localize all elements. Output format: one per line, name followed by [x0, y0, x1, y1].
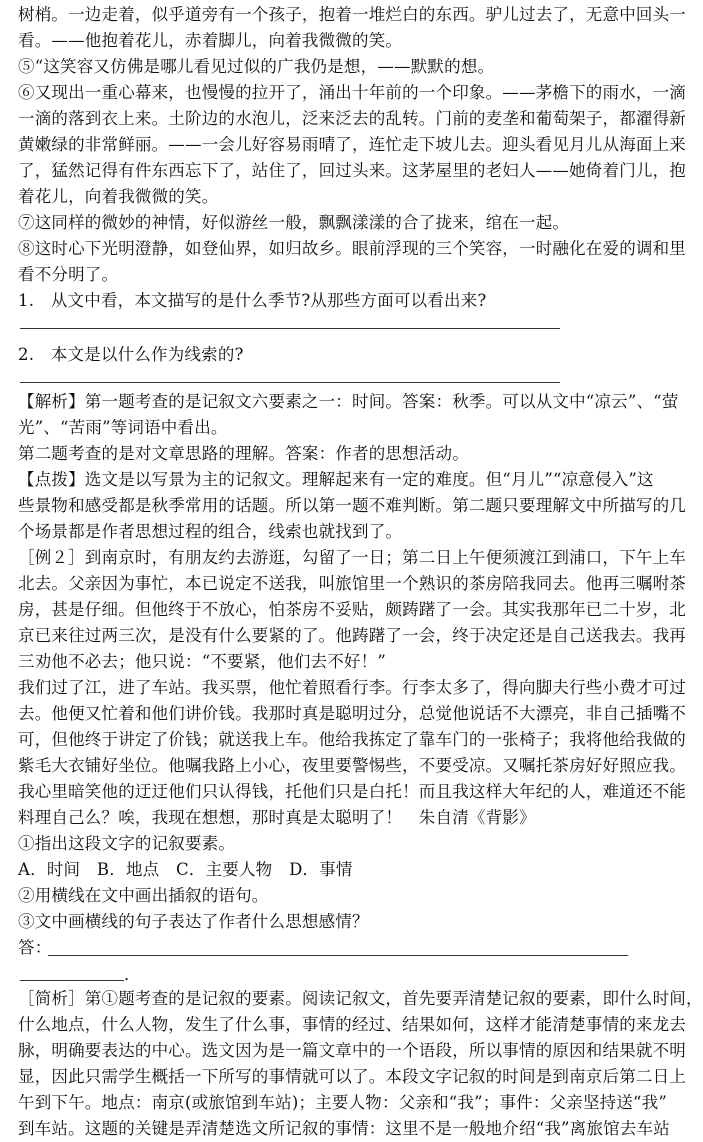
example-text: 可，但他终于讲定了价钱；就送我上车。他给我拣定了靠车门的一张椅子；我将他给我做的 — [18, 730, 686, 749]
text-line: 树梢。一边走着，似乎道旁有一个孩子，抱着一堆烂白的东西。驴儿过去了，无意中回头一 — [18, 5, 686, 24]
example-text: 房，甚是仔细。但他终于不放心，怕茶房不妥贴，颇踌躇了一会。其实我那年已二十岁，北 — [18, 600, 686, 619]
analysis-text: 第二题考查的是对文章思路的理解。答案：作者的思想活动。 — [18, 444, 469, 463]
text-line: 一滴的落到衣上来。土阶边的水泡儿，泛来泛去的乱转。门前的麦垄和葡萄架子，都濯得新 — [18, 109, 686, 128]
question-item: ③文中画横线的句子表达了作者什么思想感情？ — [18, 912, 369, 931]
example-text: 京已来往过两三次，是没有什么要紧的了。他踌躇了一会，终于决定还是自己送我去。我再 — [18, 626, 686, 645]
text-line: ⑤“这笑容又仿佛是哪儿看见过似的广我仍是想，——默默的想。 — [18, 57, 495, 76]
answer-blank-line — [48, 955, 628, 956]
answer-blank-line — [20, 980, 124, 981]
brief-analysis-text: 什么地点，什么人物，发生了什么事，事情的经过、结果如何，这样才能清楚事情的来龙去 — [18, 1015, 686, 1034]
text-line: 看。——他抱着花儿，赤着脚儿，向着我微微的笑。 — [18, 31, 403, 50]
example-text: 紫毛大衣铺好坐位。他嘱我路上小心，夜里要警惕些，不要受凉。又嘱托茶房好好照应我。 — [18, 756, 686, 775]
brief-analysis-text: ［简析］第①题考查的是记叙的要素。阅读记叙文，首先要弄清楚记叙的要素，即什么时间， — [18, 989, 703, 1008]
answer-blank-line — [20, 382, 560, 383]
text-line: 着花儿，向着我微微的笑。 — [18, 187, 219, 206]
tip-text: 个场景都是作者思想过程的组合，线索也就找到了。 — [18, 522, 403, 541]
tip-text: 些景物和感受都是秋季常用的话题。所以第一题不难判断。第二题只要理解文中所描写的几 — [18, 496, 686, 515]
brief-analysis-text: 脉，明确要表达的中心。选文因为是一篇文章中的一个语段，所以事情的原因和结果就不明 — [18, 1041, 686, 1060]
example-text: 去。他便又忙着和他们讲价钱。我那时真是聪明过分，总觉他说话不大漂亮，非自己插嘴不 — [18, 704, 686, 723]
text-line: ⑥又现出一重心幕来，也慢慢的拉开了，涌出十年前的一个印象。——茅檐下的雨水，一滴 — [18, 83, 686, 102]
question-1: 1. 从文中看，本文描写的是什么季节?从那些方面可以看出来? — [18, 291, 487, 310]
text-line: 了，猛然记得有件东西忘下了，站住了，回过头来。这茅屋里的老妇人——她倚着门儿，抱 — [18, 161, 686, 180]
analysis-text: 光”、“苦雨”等词语中看出。 — [18, 418, 228, 437]
brief-analysis-text: 午到下午。地点：南京(或旅馆到车站)；主要人物：父亲和“我”；事件：父亲坚持送“我” — [18, 1093, 668, 1112]
answer-blank-line — [20, 328, 560, 329]
brief-analysis-text: 显，因此只需学生概括一下所写的事情就可以了。本段文字记叙的时间是到南京后第二日上 — [18, 1067, 686, 1086]
brief-analysis-text: 到车站。这题的关键是弄清楚选文所记叙的事情：这里不是一般地介绍“我”离旅馆去车站 — [18, 1119, 670, 1138]
answer-end-period: ． — [124, 965, 141, 984]
question-2: 2. 本文是以什么作为线索的? — [18, 345, 244, 364]
option-list: A．时间 B．地点 C．主要人物 D．事情 — [18, 860, 353, 879]
analysis-text: 【解析】第一题考查的是记叙文六要素之一：时间。答案：秋季。可以从文中“凉云”、“萤 — [18, 392, 679, 411]
text-line: ⑦这同样的微妙的神情，好似游丝一般，飘飘漾漾的合了拢来，绾在一起。 — [18, 213, 570, 232]
example-text: 三劝他不必去；他只说：“不要紧，他们去不好！” — [18, 652, 386, 671]
example-text: 我们过了江，进了车站。我买票，他忙着照看行李。行李太多了，得向脚夫行些小费才可过 — [18, 678, 686, 697]
text-line: 黄嫩绿的非常鲜丽。——一会儿好容易雨晴了，连忙走下坡儿去。迎头看见月儿从海面上来 — [18, 135, 686, 154]
example-text: 料理自己么？唉，我现在想想，那时真是太聪明了！ 朱自清《背影》 — [18, 808, 536, 827]
answer-label: 答： — [18, 938, 52, 957]
example-text: 北去。父亲因为事忙，本已说定不送我，叫旅馆里一个熟识的茶房陪我同去。他再三嘱咐茶 — [18, 574, 686, 593]
example-text: 我心里暗笑他的迂迂他们只认得钱，托他们只是白托！而且我这样大年纪的人，难道还不能 — [18, 782, 686, 801]
text-line: 看不分明了。 — [18, 265, 119, 284]
question-item: ①指出这段文字的记叙要素。 — [18, 834, 236, 853]
example-text: ［例２］到南京时，有朋友约去游逛，勾留了一日；第二日上午便须渡江到浦口，下午上车 — [18, 548, 686, 567]
question-item: ②用横线在文中画出插叙的语句。 — [18, 886, 269, 905]
text-line: ⑧这时心下光明澄静，如登仙界，如归故乡。眼前浮现的三个笑容，一时融化在爱的调和里 — [18, 239, 686, 258]
tip-text: 【点拨】选文是以写景为主的记叙文。理解起来有一定的难度。但“月儿”“凉意侵入”这 — [18, 470, 654, 489]
